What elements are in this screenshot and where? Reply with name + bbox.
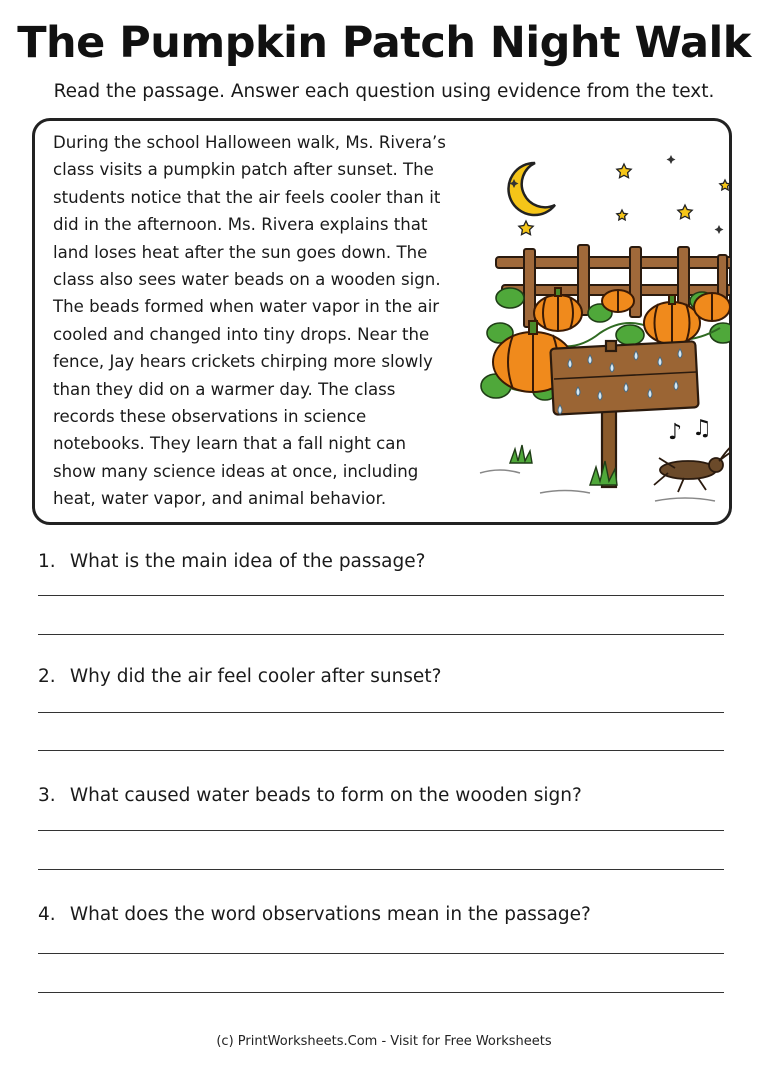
answer-line[interactable] (38, 634, 724, 635)
question-1 (38, 548, 728, 576)
answer-line[interactable] (38, 953, 724, 954)
answer-line[interactable] (38, 750, 724, 751)
question-number: 4. (38, 904, 56, 925)
question-text: Why did the air feel cooler after sunset? (69, 666, 442, 687)
worksheet-title: The Pumpkin Patch Night Walk (17, 18, 751, 68)
pumpkin-patch-illustration (440, 133, 730, 518)
question-2 (38, 663, 728, 691)
question-number: 3. (38, 785, 56, 806)
instructions: Read the passage. Answer each question using evidence from the text. (53, 81, 715, 102)
star-icon (510, 155, 724, 234)
moon-icon (509, 163, 555, 215)
question-number: 2. (38, 666, 56, 687)
question-text: What does the word observations mean in the passage? (69, 904, 591, 925)
answer-line[interactable] (38, 869, 724, 870)
answer-line[interactable] (38, 712, 724, 713)
cricket-icon (654, 437, 730, 492)
question-4 (38, 901, 728, 929)
question-number: 1. (38, 551, 56, 572)
star-icon (519, 164, 730, 235)
answer-line[interactable] (38, 992, 724, 993)
answer-line[interactable] (38, 595, 724, 596)
answer-line[interactable] (38, 830, 724, 831)
question-text: What is the main idea of the passage? (69, 551, 426, 572)
music-note-icon (668, 416, 712, 445)
footer-credit: (c) PrintWorksheets.Com - Visit for Free Worksheets (216, 1034, 552, 1049)
passage-text: During the school Halloween walk, Ms. Rivera’s class visits a pumpkin patch after sunset. The students notice that the air feels cooler than it did in the afternoon. Ms. Rivera explains that land loses heat after the sun goes down. The class also sees water beads on a wooden sign. The beads formed when water vapor in the air cooled and changed into tiny drops. Near the fence, Jay hears crickets chirping more slowly than they did on a warmer day. The class records these observations in science notebooks. They learn that a fall night can show many science ideas at once, including heat, water vapor, and animal behavior. (53, 133, 446, 509)
question-text: What caused water beads to form on the wooden sign? (69, 785, 582, 806)
question-3 (38, 782, 728, 810)
passage-box (32, 118, 732, 525)
svg-text:♫: ♫ (692, 416, 712, 441)
svg-text:♪: ♪ (668, 420, 683, 445)
